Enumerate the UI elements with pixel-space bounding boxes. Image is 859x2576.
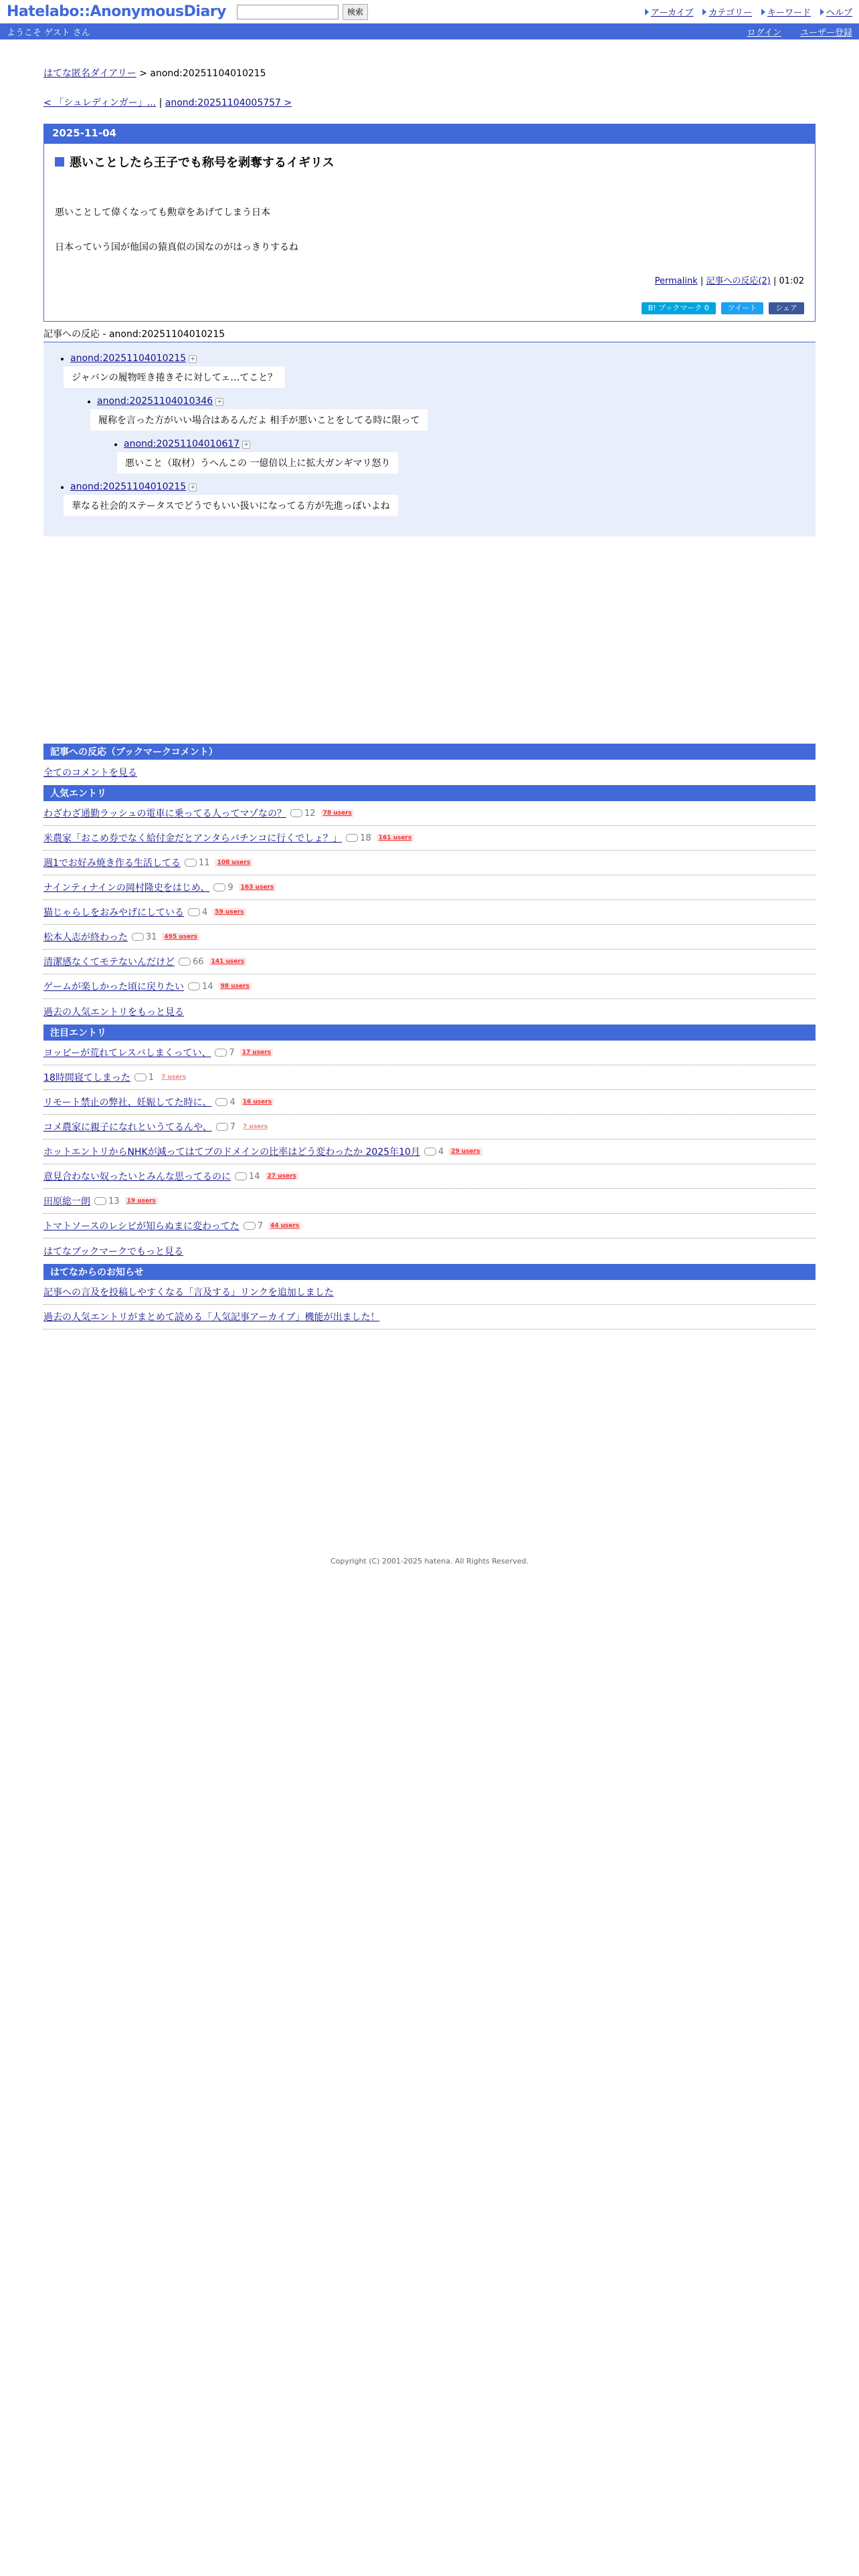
ref-excerpt: 華なる社会的ステータスでどうでもいい扱いになってる方が先進っぽいよね	[64, 495, 398, 516]
comment-bubble-icon	[94, 1197, 106, 1205]
comment-count-value: 31	[145, 932, 157, 942]
breadcrumb-home[interactable]: はてな匿名ダイアリー	[43, 68, 136, 79]
popular-list	[43, 801, 816, 999]
popular-row	[43, 950, 816, 974]
nav-keyword[interactable]	[761, 5, 811, 18]
comment-bubble-icon	[346, 834, 358, 842]
entry-meta	[55, 274, 804, 286]
comment-bubble-icon	[179, 958, 191, 966]
users-badge[interactable]: 19 users	[125, 1197, 158, 1205]
users-badge[interactable]: 98 users	[219, 982, 252, 990]
arrow-icon	[702, 9, 706, 15]
comment-count-value: 1	[148, 1072, 155, 1083]
comment-bubble-icon	[215, 1049, 227, 1057]
entry-title-text: 悪いことしたら王子でも称号を剥奪するイギリス	[70, 156, 335, 170]
news-heading: はてなからのお知らせ	[43, 1264, 816, 1280]
comment-count[interactable]	[94, 1196, 120, 1206]
entry-paragraph: 悪いことして偉くなっても勲章をあげてしまう日本	[55, 207, 270, 218]
popular-title-link[interactable]: 米農家「おこめ券でなく給付金だとアンタらパチンコに行くでしょ？」	[43, 833, 343, 844]
nav-archive-label: アーカイブ	[650, 8, 694, 18]
arrow-icon	[820, 9, 824, 15]
comment-bubble-icon	[244, 1222, 256, 1230]
popular-row	[43, 875, 816, 900]
next-entry-link[interactable]: anond:20251104005757 >	[165, 98, 292, 108]
meta-separator: |	[700, 276, 704, 286]
entry-box	[43, 124, 816, 322]
ref-excerpt: 悪いこと（取材）うへんこの 一億倍以上に拡大ガンギマリ怒り	[117, 452, 398, 473]
footer-copyright: Copyright (C) 2001-2025 hatena. All Rights Reserved.	[330, 1557, 529, 1566]
comment-count[interactable]	[132, 932, 157, 942]
entry-body	[55, 205, 804, 253]
users-badge[interactable]: 29 users	[449, 1148, 482, 1156]
expand-icon[interactable]: +	[189, 355, 197, 363]
entry-pager	[43, 96, 816, 109]
comment-bubble-icon	[424, 1148, 436, 1156]
comment-count[interactable]	[216, 1122, 235, 1132]
users-badge[interactable]: 108 users	[215, 859, 252, 867]
ref-item	[70, 353, 816, 477]
notable-row	[43, 1189, 816, 1214]
notable-title-link[interactable]: トマトソースのレシピが知らぬまに変わってた	[43, 1221, 240, 1232]
comment-count-value: 7	[229, 1047, 235, 1058]
ref-excerpt: ジャバンの履物咥き捲きそに対してェ…てこと？	[64, 366, 285, 388]
nav-archive[interactable]	[645, 5, 694, 18]
news-item	[43, 1280, 816, 1305]
breadcrumb-current: anond:20251104010215	[150, 68, 266, 79]
users-badge[interactable]: 7 users	[243, 1123, 268, 1130]
comment-count-value: 7	[257, 1220, 264, 1231]
nav-help-label: ヘルプ	[826, 8, 852, 18]
users-badge[interactable]: 16 users	[241, 1098, 274, 1106]
comment-count[interactable]	[188, 982, 213, 992]
comment-count[interactable]	[346, 833, 371, 843]
comment-bubble-icon	[213, 883, 225, 891]
search-form	[237, 4, 368, 20]
popular-title-link[interactable]: 清潔感なくてモテないんだけど	[43, 957, 175, 968]
users-badge[interactable]: 59 users	[213, 908, 246, 916]
notable-title-link[interactable]: リモート禁止の弊社、妊娠してた時に、	[43, 1097, 212, 1108]
comment-count[interactable]	[215, 1048, 234, 1058]
title-square-icon	[55, 157, 64, 167]
entry-title	[55, 153, 804, 171]
notable-heading: 注目エントリ	[43, 1025, 816, 1041]
users-badge[interactable]: 44 users	[268, 1222, 301, 1230]
notable-more-link[interactable]: はてなブックマークでもっと見る	[43, 1247, 184, 1257]
popular-title-link[interactable]: わざわざ通勤ラッシュの電車に乗ってる人ってマゾなの？	[43, 809, 287, 819]
comment-count[interactable]	[185, 858, 210, 868]
users-badge[interactable]: 163 users	[239, 883, 276, 891]
user-bar	[0, 23, 859, 39]
expand-icon[interactable]: +	[189, 484, 197, 492]
comment-bubble-icon	[185, 859, 197, 867]
arrow-icon	[761, 9, 765, 15]
entry-date: 2025-11-04	[44, 124, 815, 144]
comment-bubble-icon	[132, 933, 144, 941]
comment-bubble-icon	[134, 1073, 147, 1081]
notable-title-link[interactable]: ホットエントリからNHKが減ってはてブのドメインの比率はどう変わったか 2025年10月	[43, 1147, 420, 1158]
comment-bubble-icon	[215, 1098, 227, 1106]
comment-bubble-icon	[290, 809, 302, 817]
news-link[interactable]: 過去の人気エントリがまとめて読める「人気記事アーカイブ」機能が出ました！	[43, 1312, 380, 1323]
comment-count-value: 4	[229, 1097, 235, 1107]
ref-item	[97, 396, 816, 477]
notable-title-link[interactable]: 田原総一朗	[43, 1196, 90, 1207]
popular-title-link[interactable]: ゲームが楽しかった頃に戻りたい	[43, 982, 184, 992]
popular-row	[43, 851, 816, 875]
notable-title-link[interactable]: 意見合わない奴ったいとみんな思ってるのに	[43, 1172, 231, 1182]
nav-help[interactable]	[820, 5, 852, 18]
popular-row	[43, 974, 816, 999]
nav-category-label: カテゴリー	[708, 8, 752, 18]
comment-count-value: 18	[360, 833, 371, 843]
ref-item	[70, 481, 816, 520]
users-badge[interactable]: 495 users	[162, 933, 199, 941]
popular-title-link[interactable]: ナインティナインの岡村隆史をはじめ、	[43, 883, 210, 893]
permalink-link[interactable]: Permalink	[654, 276, 698, 286]
top-bar	[0, 0, 859, 23]
notable-title-link[interactable]: ヨッピーが荒れてレスバしまくってい、	[43, 1048, 211, 1059]
comment-count-value: 9	[227, 882, 233, 893]
main-content	[43, 66, 816, 1566]
users-badge[interactable]: 27 users	[266, 1172, 298, 1180]
news-link[interactable]: 記事への言及を投稿しやすくなる「言及する」リンクを追加しました	[43, 1287, 334, 1298]
comment-count-value: 11	[198, 857, 210, 868]
comment-count-value: 66	[193, 956, 204, 967]
ref-link[interactable]: anond:20251104010215	[70, 353, 187, 364]
comment-bubble-icon	[188, 982, 200, 990]
comment-count[interactable]	[215, 1097, 235, 1107]
ref-excerpt: 履称を言った方がいい場合はあるんだよ 相手が悪いことをしてる時に限って	[90, 409, 427, 431]
expand-icon[interactable]: +	[215, 398, 223, 406]
notable-row	[43, 1041, 816, 1065]
popular-heading: 人気エントリ	[43, 785, 816, 801]
comment-count[interactable]	[134, 1073, 154, 1083]
comment-count-value: 12	[304, 808, 316, 819]
popular-more-link[interactable]: 過去の人気エントリをもっと見る	[43, 1007, 184, 1018]
comment-count[interactable]	[213, 883, 233, 893]
prev-entry-link[interactable]: < 「シュレディンガー」...	[43, 98, 157, 108]
entry-paragraph: 日本っていう国が他国の猿真似の国なのがはっきりするね	[55, 242, 298, 253]
popular-title-link[interactable]: 松本人志が終わった	[43, 932, 128, 943]
site-logo[interactable]: Hatelabo::AnonymousDiary	[7, 3, 226, 20]
users-badge[interactable]: 17 users	[240, 1049, 273, 1057]
login-link[interactable]: ログイン	[747, 27, 781, 38]
notable-title-link[interactable]: コメ農家に親子になれというてるんや、	[43, 1122, 212, 1133]
share-buttons	[55, 302, 804, 314]
notable-row	[43, 1214, 816, 1239]
comment-count[interactable]	[235, 1172, 260, 1182]
popular-row	[43, 925, 816, 950]
comment-count[interactable]	[244, 1221, 263, 1231]
expand-icon[interactable]: +	[242, 441, 250, 449]
comment-count-value: 13	[108, 1196, 120, 1206]
comment-bubble-icon	[216, 1123, 228, 1131]
breadcrumb-separator: >	[139, 68, 147, 79]
all-comments-link[interactable]: 全てのコメントを見る	[43, 768, 137, 778]
nav-category[interactable]	[702, 5, 751, 18]
comment-count-value: 4	[438, 1146, 444, 1157]
hatena-bookmark-button[interactable]: B! ブックマーク 0	[642, 302, 716, 314]
users-badge[interactable]: 78 users	[321, 809, 354, 817]
comment-count[interactable]	[179, 957, 204, 967]
comment-count-value: 7	[229, 1121, 236, 1132]
news-item	[43, 1305, 816, 1329]
comment-count[interactable]	[424, 1147, 444, 1157]
pager-separator: |	[159, 98, 163, 108]
popular-title-link[interactable]: 週1でお好み焼き作る生活してる	[43, 858, 181, 869]
entry-time: | 01:02	[773, 276, 804, 286]
top-nav	[645, 5, 852, 18]
popular-row	[43, 801, 816, 826]
arrow-icon	[645, 9, 649, 15]
comment-count-value: 14	[202, 981, 213, 992]
notable-list	[43, 1041, 816, 1239]
comment-count[interactable]	[188, 907, 207, 918]
users-badge[interactable]: 141 users	[209, 958, 247, 966]
tweet-button[interactable]: ツイート	[721, 302, 763, 314]
nav-keyword-label: キーワード	[767, 8, 811, 18]
notable-row	[43, 1115, 816, 1140]
ref-link[interactable]: anond:20251104010346	[97, 396, 213, 407]
search-button[interactable]: 検索	[343, 4, 368, 20]
facebook-share-button[interactable]: シェア	[769, 302, 804, 314]
notable-row	[43, 1140, 816, 1164]
ad-space	[43, 536, 816, 744]
comment-count[interactable]	[290, 809, 316, 819]
comment-bubble-icon	[188, 908, 200, 916]
ref-item	[124, 439, 816, 477]
comment-bubble-icon	[235, 1172, 247, 1180]
ref-link[interactable]: anond:20251104010617	[124, 439, 240, 449]
refs-link[interactable]: 記事への反応(2)	[706, 276, 771, 286]
notable-row	[43, 1164, 816, 1189]
popular-row	[43, 826, 816, 851]
popular-row	[43, 900, 816, 925]
notable-row	[43, 1065, 816, 1090]
users-badge[interactable]: 7 users	[161, 1074, 187, 1081]
breadcrumb	[43, 66, 816, 80]
welcome-text: ようこそ ゲスト さん	[7, 27, 90, 38]
ref-link[interactable]: anond:20251104010215	[70, 481, 187, 492]
popular-title-link[interactable]: 猫じゃらしをおみやげにしている	[43, 907, 184, 918]
comment-count-value: 4	[202, 907, 208, 918]
refs-tree	[43, 342, 816, 536]
bookmark-comments-heading: 記事への反応（ブックマークコメント）	[43, 744, 816, 760]
register-link[interactable]: ユーザー登録	[799, 27, 852, 38]
notable-title-link[interactable]: 18時間寝てしまった	[43, 1073, 130, 1083]
users-badge[interactable]: 161 users	[377, 834, 414, 842]
comment-count-value: 14	[249, 1171, 260, 1182]
notable-row	[43, 1090, 816, 1115]
search-input[interactable]	[237, 5, 339, 19]
refs-heading: 記事への反応 - anond:20251104010215	[43, 327, 816, 342]
